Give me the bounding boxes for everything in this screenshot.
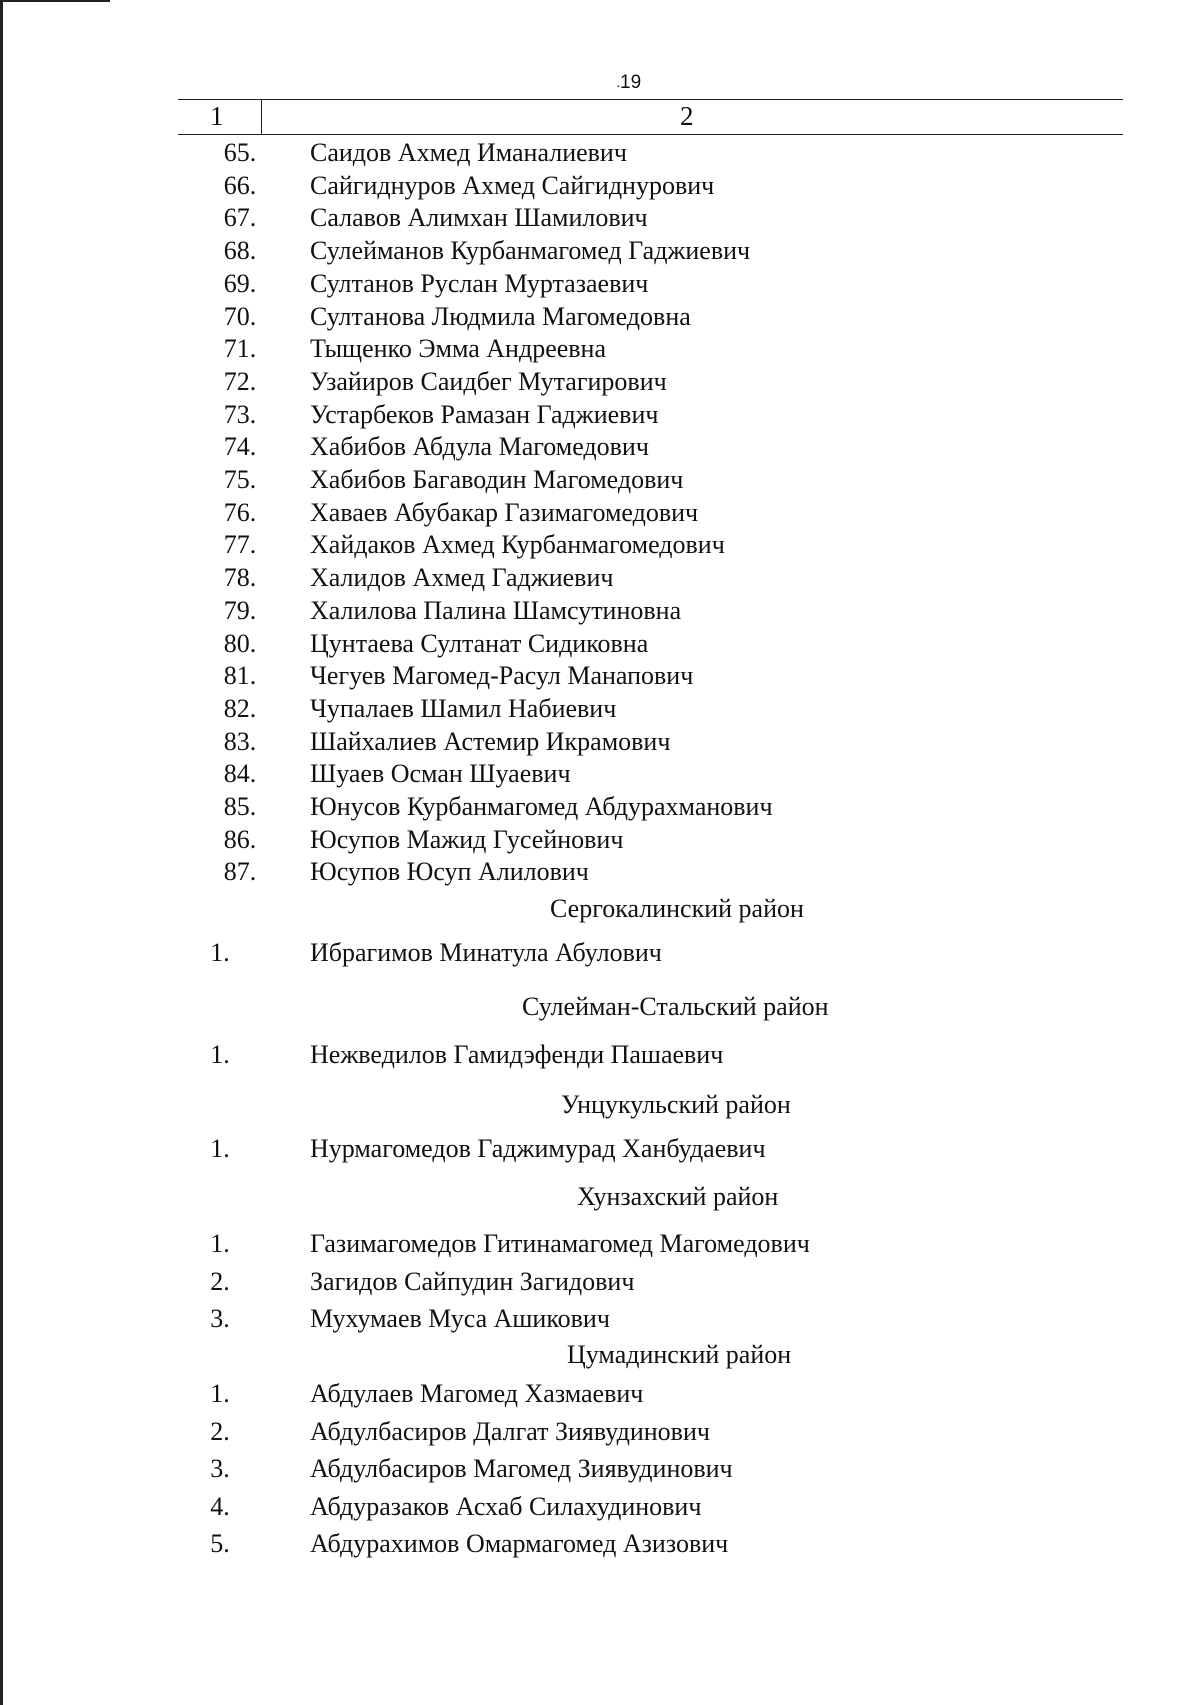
list-item-name: Сулейманов Курбанмагомед Гаджиевич xyxy=(310,236,751,266)
list-item-name: Устарбеков Рамазан Гаджиевич xyxy=(310,399,659,429)
list-item-number: 1. xyxy=(210,1379,230,1408)
list-item-number: 4. xyxy=(210,1492,230,1521)
list-item-name: Султанова Людмила Магомедовна xyxy=(310,301,691,331)
list-item-number: 85. xyxy=(223,792,257,821)
list-item-name: Нежведилов Гамидэфенди Пашаевич xyxy=(310,1040,724,1069)
list-item-name: Абдулбасиров Далгат Зиявудинович xyxy=(310,1417,710,1446)
list-item-name: Газимагомедов Гитинамагомед Магомедович xyxy=(310,1229,810,1258)
column-header-2: 2 xyxy=(680,101,694,131)
list-item-number: 1. xyxy=(210,938,230,967)
district-title: Цумадинский район xyxy=(567,1340,792,1369)
list-item-name: Халидов Ахмед Гаджиевич xyxy=(310,563,614,593)
list-item-number: 76. xyxy=(223,497,257,527)
list-item-name: Абдулаев Магомед Хазмаевич xyxy=(310,1379,644,1408)
page-number: 19 xyxy=(620,72,642,93)
list-item-name: Нурмагомедов Гаджимурад Ханбудаевич xyxy=(310,1134,766,1163)
list-item-number: 87. xyxy=(223,857,257,887)
list-item-number: 65. xyxy=(223,138,257,167)
list-item-number: 72. xyxy=(223,366,257,396)
scan-left-edge xyxy=(0,0,3,1705)
district-title: Унцукульский район xyxy=(561,1090,791,1119)
list-item-name: Абдулбасиров Магомед Зиявудинович xyxy=(310,1454,733,1483)
list-item-number: 1. xyxy=(210,1229,230,1258)
list-item-number: 74. xyxy=(223,432,257,462)
list-item-name: Хабибов Абдула Магомедович xyxy=(310,432,649,462)
list-item-name: Загидов Сайпудин Загидович xyxy=(310,1267,635,1296)
list-item-name: Юсупов Мажид Гусейнович xyxy=(310,824,624,854)
table-header-bottom-rule xyxy=(178,134,1123,135)
list-item-name: Абдурахимов Омармагомед Азизович xyxy=(310,1529,729,1558)
list-item-name: Чупалаев Шамил Набиевич xyxy=(310,693,617,723)
list-item-number: 1. xyxy=(210,1134,230,1163)
list-item-name: Хаваев Абубакар Газимагомедович xyxy=(310,497,699,527)
district-title: Сергокалинский район xyxy=(550,894,804,923)
list-item-number: 86. xyxy=(223,824,257,854)
scan-top-edge xyxy=(0,0,110,2)
list-item-name: Салавов Алимхан Шамилович xyxy=(310,203,648,233)
list-item-number: 68. xyxy=(223,236,257,266)
list-item-number: 77. xyxy=(223,530,257,560)
list-item-number: 83. xyxy=(223,726,257,756)
list-item-number: 1. xyxy=(210,1040,230,1069)
list-item-name: Ибрагимов Минатула Абулович xyxy=(310,938,662,967)
list-item-name: Хайдаков Ахмед Курбанмагомедович xyxy=(310,530,725,560)
list-item-number: 71. xyxy=(223,334,257,364)
list-item-number: 2. xyxy=(210,1417,230,1446)
district-title: Хунзахский район xyxy=(577,1182,779,1211)
list-item-name: Султанов Руслан Муртазаевич xyxy=(310,268,649,298)
list-item-name: Абдуразаков Асхаб Силахудинович xyxy=(310,1492,702,1521)
list-item-name: Узайиров Саидбег Мутагирович xyxy=(310,366,667,396)
list-item-number: 67. xyxy=(223,203,257,233)
list-item-number: 82. xyxy=(223,693,257,723)
list-item-number: 79. xyxy=(223,595,257,625)
list-item-number: 3. xyxy=(210,1454,230,1483)
column-header-1: 1 xyxy=(210,101,224,131)
list-item-number: 80. xyxy=(223,628,257,658)
scan-dot: · xyxy=(616,80,621,95)
list-item-name: Саидов Ахмед Иманалиевич xyxy=(310,138,627,167)
list-item-name: Юнусов Курбанмагомед Абдурахманович xyxy=(310,792,773,821)
table-header-divider xyxy=(261,99,262,134)
list-item-name: Шуаев Осман Шуаевич xyxy=(310,759,571,789)
district-title: Сулейман-Стальский район xyxy=(522,992,829,1021)
list-item-name: Юсупов Юсуп Алилович xyxy=(310,857,589,887)
list-item-name: Шайхалиев Астемир Икрамович xyxy=(310,726,671,756)
list-item-name: Хабибов Багаводин Магомедович xyxy=(310,465,684,494)
list-item-number: 2. xyxy=(210,1267,230,1296)
list-item-name: Тыщенко Эмма Андреевна xyxy=(310,334,607,364)
list-item-number: 69. xyxy=(223,268,257,298)
list-item-number: 5. xyxy=(210,1529,230,1558)
list-item-number: 70. xyxy=(223,301,257,331)
list-item-number: 75. xyxy=(223,465,257,494)
list-item-number: 66. xyxy=(223,170,257,200)
table-header-top-rule xyxy=(178,99,1123,100)
list-item-name: Мухумаев Муса Ашикович xyxy=(310,1304,610,1333)
list-item-name: Сайгиднуров Ахмед Сайгиднурович xyxy=(310,170,715,200)
list-item-number: 84. xyxy=(223,759,257,789)
list-item-name: Чегуев Магомед-Расул Манапович xyxy=(310,661,694,691)
list-item-number: 73. xyxy=(223,399,257,429)
list-item-name: Халилова Палина Шамсутиновна xyxy=(310,595,682,625)
list-item-number: 78. xyxy=(223,563,257,593)
list-item-number: 3. xyxy=(210,1304,230,1333)
list-item-number: 81. xyxy=(223,661,257,691)
list-item-name: Цунтаева Султанат Сидиковна xyxy=(310,628,649,658)
